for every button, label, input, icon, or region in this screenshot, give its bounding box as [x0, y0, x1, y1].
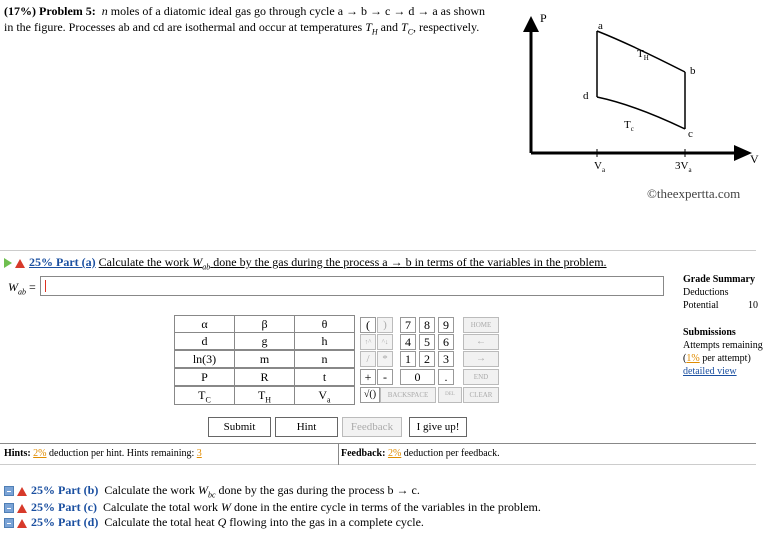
key-backspace[interactable]: BACKSPACE: [380, 387, 436, 403]
key-sqrt[interactable]: √(): [360, 387, 380, 403]
var-th: $T_H$: [365, 20, 378, 37]
key-5[interactable]: 5: [419, 334, 435, 350]
key-h[interactable]: h: [294, 332, 355, 350]
answer-input[interactable]: [40, 276, 664, 296]
play-icon: [4, 258, 12, 268]
grade-summary: [683, 273, 763, 378]
grade-title: Grade Summary: [683, 274, 755, 285]
key-left[interactable]: ←: [463, 334, 499, 350]
va-label: $V_a$: [594, 160, 606, 174]
key-p[interactable]: P: [174, 368, 235, 386]
th-label: $T_H$: [637, 48, 649, 62]
problem-arrow: →: [346, 4, 359, 18]
warning-icon: [17, 504, 27, 513]
problem-text-1: moles of a diatomic ideal gas go through cycle a: [110, 4, 344, 18]
key-end[interactable]: END: [463, 369, 499, 385]
key-4[interactable]: 4: [400, 334, 416, 350]
feedback-button[interactable]: Feedback: [342, 417, 402, 437]
key-7[interactable]: 7: [400, 317, 416, 333]
per-attempt: (1% per attempt): [683, 353, 751, 364]
key-r[interactable]: R: [234, 368, 295, 386]
point-b: b: [690, 65, 696, 77]
p-axis-arrow: [523, 16, 539, 32]
key-g[interactable]: g: [234, 332, 295, 350]
key-open-paren[interactable]: (: [360, 317, 376, 333]
potential-row: Potential 10: [683, 300, 758, 311]
key-t[interactable]: t: [294, 368, 355, 386]
key-divide[interactable]: /: [360, 351, 376, 367]
tc-label: $T_c$: [624, 119, 634, 133]
give-up-button[interactable]: I give up!: [409, 417, 467, 437]
key-ln3[interactable]: ln(3): [174, 350, 235, 368]
3va-label: $3V_a$: [675, 160, 692, 174]
key-m[interactable]: m: [234, 350, 295, 368]
key-clear[interactable]: CLEAR: [463, 387, 499, 403]
key-3[interactable]: 3: [438, 351, 454, 367]
text-cursor: [45, 280, 46, 292]
submissions-title: Submissions: [683, 327, 736, 338]
key-n[interactable]: n: [294, 350, 355, 368]
key-8[interactable]: 8: [419, 317, 435, 333]
key-6[interactable]: 6: [438, 334, 454, 350]
problem-label: Problem 5:: [39, 4, 96, 18]
warning-icon: [15, 259, 25, 268]
key-1[interactable]: 1: [400, 351, 416, 367]
cycle-cd: [597, 97, 685, 129]
point-c: c: [688, 128, 693, 140]
part-c-row[interactable]: 25% Part (c) Calculate the total work W done in the entire cycle in terms of the variables in the problem.: [4, 500, 541, 515]
part-a-pct[interactable]: 25% Part (a): [29, 255, 96, 269]
deductions-label: Deductions: [683, 287, 729, 298]
attempts-label: Attempts remaining: [683, 340, 763, 351]
key-th[interactable]: $T_H$: [234, 386, 295, 405]
hint-button[interactable]: Hint: [275, 417, 338, 437]
submit-button[interactable]: Submit: [208, 417, 271, 437]
part-b-row[interactable]: 25% Part (b) Calculate the work $W_{bc}$ done by the gas during the process b → c.: [4, 483, 420, 499]
answer-label: $W_{ab}$ =: [8, 280, 36, 297]
collapse-icon[interactable]: [4, 503, 14, 513]
key-superscript[interactable]: ↑^: [360, 334, 376, 350]
p-label: P: [540, 11, 547, 25]
feedback-info: Feedback: 2% deduction per feedback.: [341, 448, 500, 459]
detailed-view-link[interactable]: detailed view: [683, 366, 737, 377]
key-d[interactable]: d: [174, 332, 235, 350]
problem-statement: [4, 3, 514, 40]
warning-icon: [17, 487, 27, 496]
v-label: V: [750, 152, 759, 166]
collapse-icon[interactable]: [4, 518, 14, 528]
part-d-row[interactable]: 25% Part (d) Calculate the total heat Q flowing into the gas in a complete cycle.: [4, 515, 424, 530]
key-theta[interactable]: θ: [294, 315, 355, 333]
key-minus[interactable]: -: [377, 369, 393, 385]
problem-text-2: in the figure. Processes ab and cd are isothermal and occur at temperatures: [4, 20, 363, 34]
hints-info: Hints: 2% deduction per hint. Hints remaining: 3: [4, 448, 202, 459]
problem-percent: (17%): [4, 4, 36, 18]
key-home[interactable]: HOME: [463, 317, 499, 333]
key-0[interactable]: 0: [400, 369, 435, 385]
warning-icon: [17, 519, 27, 528]
problem-cycle-tail: b → c → d → a as shown: [361, 4, 486, 18]
point-d: d: [583, 90, 589, 102]
var-n: n: [101, 4, 108, 18]
key-va[interactable]: $V_a$: [294, 386, 355, 405]
key-2[interactable]: 2: [419, 351, 435, 367]
key-plus[interactable]: +: [360, 369, 376, 385]
key-multiply[interactable]: *: [377, 351, 393, 367]
key-right[interactable]: →: [463, 351, 499, 367]
pv-diagram: [520, 10, 759, 185]
key-dot[interactable]: .: [438, 369, 454, 385]
part-a-heading[interactable]: [4, 255, 607, 271]
collapse-icon[interactable]: [4, 486, 14, 496]
point-a: a: [598, 20, 603, 32]
hints-divider: [338, 443, 339, 465]
key-alpha[interactable]: α: [174, 315, 235, 333]
problem-and: and: [380, 20, 398, 34]
key-close-paren[interactable]: ): [377, 317, 393, 333]
key-9[interactable]: 9: [438, 317, 454, 333]
key-beta[interactable]: β: [234, 315, 295, 333]
key-subscript[interactable]: ^↓: [377, 334, 393, 350]
image-credit: ©theexpertta.com: [647, 186, 741, 201]
divider: [0, 250, 756, 251]
key-del[interactable]: DEL: [438, 387, 462, 403]
key-tc[interactable]: $T_C$: [174, 386, 235, 405]
problem-text-2-tail: , respectively.: [413, 20, 480, 34]
part-a-text: Calculate the work $W_{ab}$ done by the gas during the process a → b in terms of the variables in the problem.: [98, 255, 607, 272]
var-tc: $T_C$: [401, 20, 414, 37]
